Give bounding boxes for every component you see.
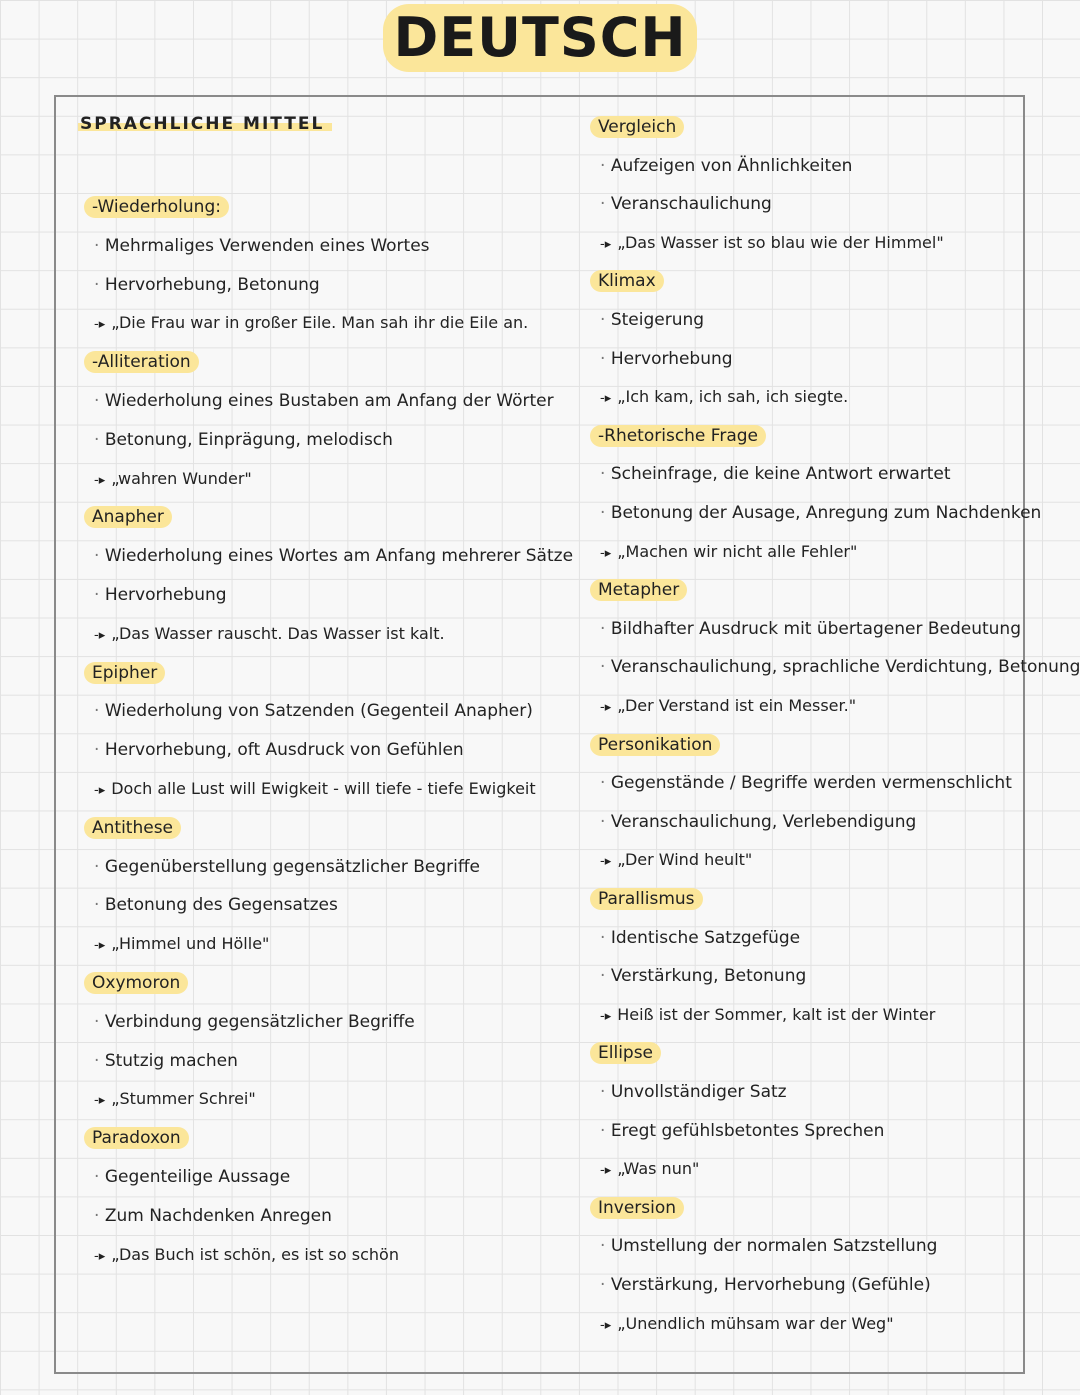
note-point: · Veranschaulichung, Verlebendigung — [600, 811, 916, 833]
example-text: „Das Wasser rauscht. Das Wasser ist kalt. — [111, 623, 445, 643]
note-point: · Hervorhebung, oft Ausdruck von Gefühlen — [94, 739, 464, 761]
device-heading — [88, 662, 165, 684]
note-point: · Verbindung gegensätzlicher Begriffe — [94, 1011, 415, 1033]
example-line — [94, 468, 252, 492]
device-heading — [594, 579, 687, 601]
page-title: DEUTSCH — [383, 4, 696, 72]
note-point: · Steigerung — [600, 309, 704, 331]
device-heading-label: -Alliteration — [84, 351, 199, 373]
example-text: „Der Wind heult" — [617, 850, 753, 870]
note-point: · Wiederholung eines Wortes am Anfang mehrerer Sätze — [94, 545, 573, 567]
note-point: · Identische Satzgefüge — [600, 927, 800, 949]
device-heading-label: Metapher — [590, 579, 687, 601]
section-title: SPRACHLICHE MITTEL — [78, 114, 332, 134]
note-point: · Gegenüberstellung gegensätzlicher Begriffe — [94, 856, 480, 878]
example-line — [94, 778, 536, 802]
note-point: · Gegenstände / Begriffe werden vermenschlicht — [600, 772, 1012, 794]
device-heading-label: Parallismus — [590, 888, 703, 910]
device-heading — [594, 116, 684, 138]
arrow-icon: -▸ — [600, 391, 612, 407]
arrow-icon: -▸ — [94, 627, 106, 643]
example-line — [600, 1004, 935, 1028]
example-text: „Was nun" — [617, 1159, 700, 1179]
example-text: „Stummer Schrei" — [111, 1089, 256, 1109]
device-heading — [594, 1042, 661, 1064]
arrow-icon: -▸ — [600, 1163, 612, 1179]
note-point: · Veranschaulichung, sprachliche Verdichtung, Betonung — [600, 656, 1080, 678]
arrow-icon: -▸ — [600, 854, 612, 870]
note-point: · Gegenteilige Aussage — [94, 1166, 290, 1188]
device-heading — [88, 1127, 189, 1149]
example-text: Doch alle Lust will Ewigkeit - will tiefe - tiefe Ewigkeit — [111, 779, 536, 798]
device-heading-label: Inversion — [590, 1197, 684, 1219]
note-point: · Scheinfrage, die keine Antwort erwartet — [600, 463, 951, 485]
device-heading-label: Anapher — [84, 506, 172, 528]
arrow-icon: -▸ — [600, 700, 612, 715]
arrow-icon: -▸ — [600, 236, 612, 252]
note-point: · Betonung, Einprägung, melodisch — [94, 429, 393, 451]
example-line — [94, 312, 528, 336]
device-heading-label: Personikation — [590, 734, 720, 756]
example-line — [600, 232, 944, 256]
device-heading — [88, 506, 172, 528]
device-heading-label: -Wiederholung: — [84, 196, 229, 218]
example-line — [600, 541, 857, 565]
example-text: „wahren Wunder" — [111, 468, 252, 488]
example-text: „Unendlich mühsam war der Weg" — [617, 1313, 894, 1333]
example-text: „Die Frau war in großer Eile. Man sah ihr die Eile an. — [111, 313, 529, 333]
note-point: · Mehrmaliges Verwenden eines Wortes — [94, 235, 430, 257]
example-line — [600, 849, 752, 873]
arrow-icon: -▸ — [94, 783, 106, 798]
device-heading — [594, 734, 720, 756]
arrow-icon: -▸ — [94, 1248, 106, 1264]
example-line — [94, 623, 445, 647]
device-heading — [594, 425, 766, 447]
device-heading — [88, 972, 188, 994]
arrow-icon: -▸ — [600, 1008, 612, 1024]
device-heading-label: Ellipse — [590, 1042, 661, 1064]
device-heading-label: Vergleich — [590, 116, 684, 138]
note-point: · Unvollständiger Satz — [600, 1081, 787, 1103]
example-text: „Machen wir nicht alle Fehler" — [617, 541, 858, 561]
example-line — [600, 1313, 894, 1337]
arrow-icon: -▸ — [94, 938, 106, 954]
arrow-icon: -▸ — [600, 1317, 612, 1333]
note-point: · Veranschaulichung — [600, 193, 772, 215]
example-text: „Das Buch ist schön, es ist so schön — [111, 1244, 399, 1264]
note-point: · Bildhafter Ausdruck mit übertagener Bedeutung — [600, 618, 1021, 640]
device-heading — [594, 270, 664, 292]
device-heading — [594, 888, 703, 910]
arrow-icon: -▸ — [94, 472, 106, 488]
example-text: „Der Verstand ist ein Messer." — [617, 696, 857, 715]
note-point: · Hervorhebung, Betonung — [94, 274, 320, 296]
note-point: · Eregt gefühlsbetontes Sprechen — [600, 1120, 884, 1142]
device-heading — [88, 351, 199, 373]
arrow-icon: -▸ — [94, 1093, 106, 1109]
device-heading-label: Paradoxon — [84, 1127, 189, 1149]
example-line — [94, 933, 269, 957]
device-heading-label: Klimax — [590, 270, 664, 292]
note-point: · Verstärkung, Betonung — [600, 965, 806, 987]
device-heading — [594, 1197, 684, 1219]
note-point: · Aufzeigen von Ähnlichkeiten — [600, 155, 852, 177]
note-point: · Wiederholung von Satzenden (Gegenteil Anapher) — [94, 700, 533, 722]
example-text: Heiß ist der Sommer, kalt ist der Winter — [617, 1004, 936, 1024]
example-text: „Himmel und Hölle" — [111, 934, 270, 954]
example-line — [600, 695, 856, 719]
device-heading-label: Oxymoron — [84, 972, 188, 994]
example-line — [600, 1158, 699, 1182]
note-point: · Betonung des Gegensatzes — [94, 894, 338, 916]
device-heading — [88, 817, 181, 839]
arrow-icon: -▸ — [94, 317, 106, 333]
device-heading-label: Epipher — [84, 662, 165, 684]
note-point: · Wiederholung eines Bustaben am Anfang der Wörter — [94, 390, 554, 412]
note-point: · Hervorhebung — [94, 584, 227, 606]
title-area — [0, 4, 1080, 72]
example-line — [94, 1088, 256, 1112]
device-heading-label: Antithese — [84, 817, 181, 839]
example-line — [600, 386, 848, 410]
note-point: · Verstärkung, Hervorhebung (Gefühle) — [600, 1274, 931, 1296]
device-heading — [88, 196, 229, 218]
example-line — [94, 1244, 399, 1268]
note-point: · Zum Nachdenken Anregen — [94, 1205, 332, 1227]
note-point: · Hervorhebung — [600, 348, 733, 370]
arrow-icon: -▸ — [600, 545, 612, 561]
note-point: · Betonung der Ausage, Anregung zum Nachdenken — [600, 502, 1041, 524]
example-text: „Ich kam, ich sah, ich siegte. — [617, 387, 849, 407]
note-point: · Umstellung der normalen Satzstellung — [600, 1235, 937, 1257]
note-point: · Stutzig machen — [94, 1050, 238, 1072]
device-heading-label: -Rhetorische Frage — [590, 425, 766, 447]
example-text: „Das Wasser ist so blau wie der Himmel" — [617, 232, 944, 252]
